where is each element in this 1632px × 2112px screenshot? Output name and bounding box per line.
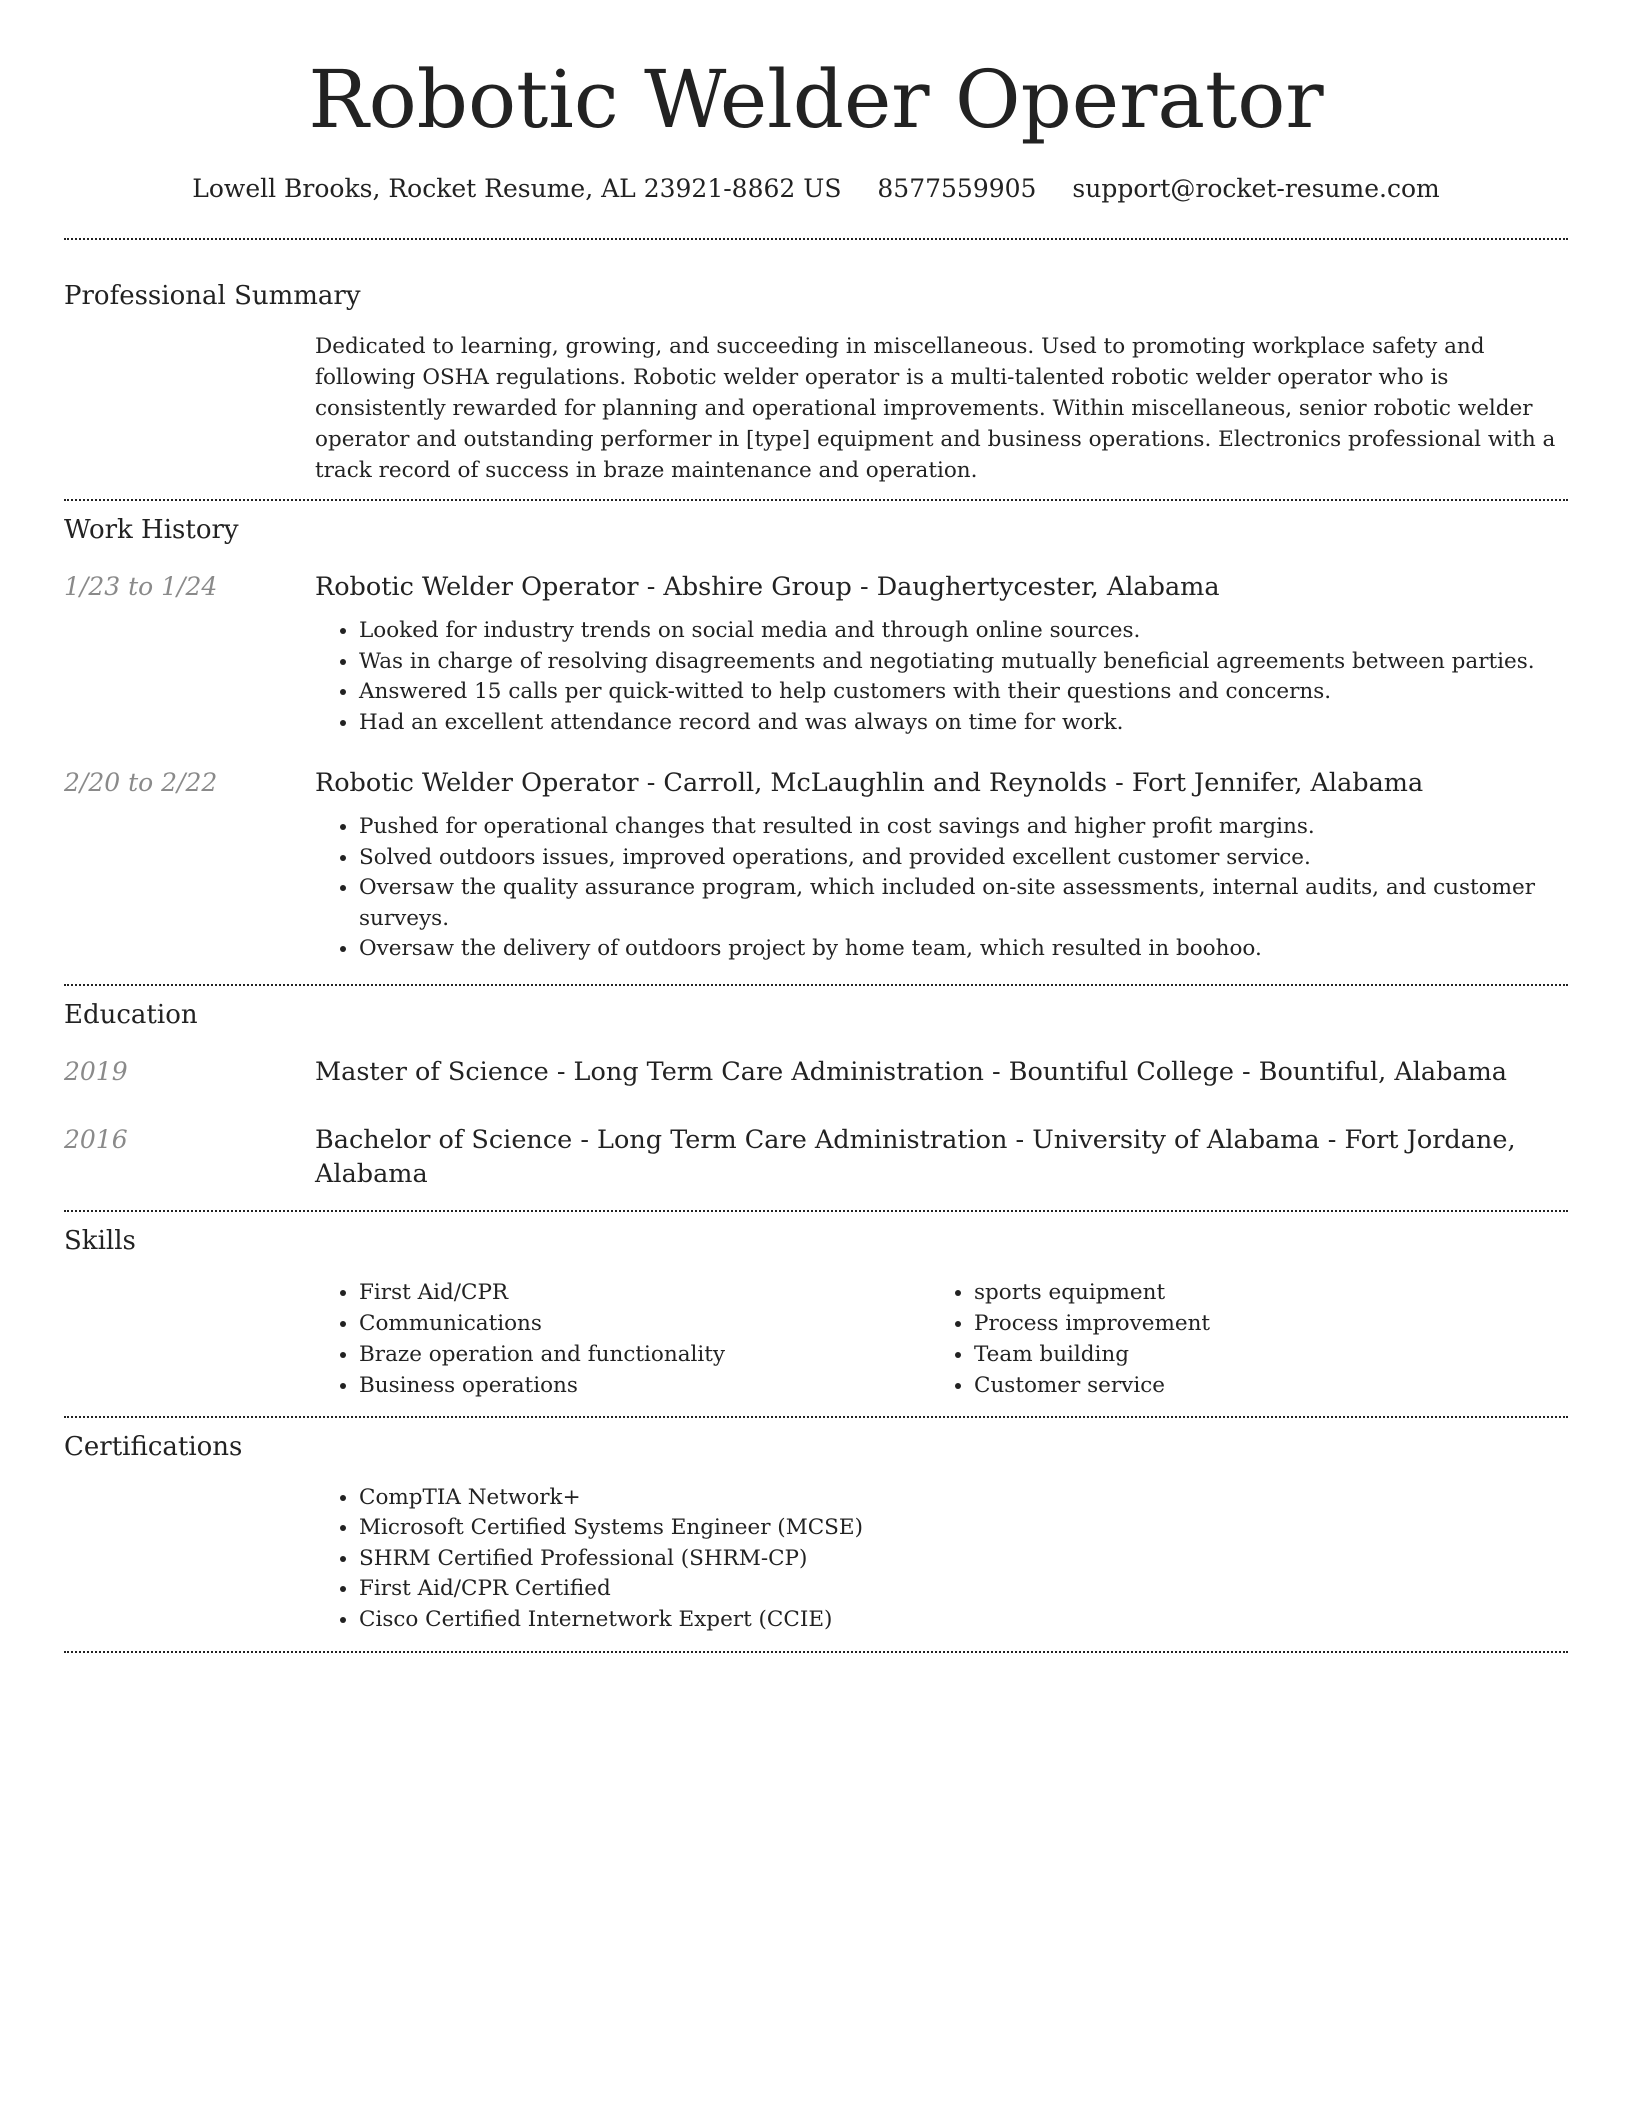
- certifications-list: [315, 1483, 1568, 1636]
- education-school-location: - Bountiful College - Bountiful, Alabama: [983, 1056, 1508, 1087]
- list-item: • Microsoft Certified Systems Engineer (MCSE): [359, 1513, 1568, 1544]
- list-item: • Looked for industry trends on social media and through online sources.: [359, 616, 1568, 647]
- resume-name-title: Robotic Welder Operator: [308, 53, 1324, 146]
- job-dates: 1/23 to 1/24: [64, 572, 218, 601]
- list-item: • Oversaw the delivery of outdoors project by home team, which resulted in boohoo.: [359, 934, 1568, 965]
- list-item: • Pushed for operational changes that resulted in cost savings and higher profit margins.: [359, 812, 1568, 843]
- list-item: • Was in charge of resolving disagreements and negotiating mutually beneficial agreements between parties.: [359, 647, 1568, 678]
- certifications-row: [64, 1483, 1568, 1636]
- skills-list-left: [315, 1277, 930, 1401]
- skills-row: [64, 1277, 1568, 1401]
- list-item: • Had an excellent attendance record and was always on time for work.: [359, 708, 1568, 739]
- list-item: • First Aid/CPR: [359, 1277, 930, 1308]
- job-entry: [64, 766, 1568, 965]
- list-item: • Braze operation and functionality: [359, 1339, 930, 1370]
- skills-section: [64, 1212, 1568, 1401]
- education-entry: [64, 1055, 1568, 1089]
- contact-line: [64, 172, 1568, 206]
- job-company-location: - Carroll, McLaughlin and Reynolds - Fort Jennifer, Alabama: [638, 768, 1424, 798]
- job-bullets: [315, 812, 1568, 965]
- list-item: • Communications: [359, 1308, 930, 1339]
- section-title-certifications: Certifications: [64, 1431, 243, 1462]
- list-item: • sports equipment: [974, 1277, 1545, 1308]
- list-item: • Solved outdoors issues, improved operations, and provided excellent customer service.: [359, 843, 1568, 874]
- summary-section: [64, 240, 1568, 486]
- certifications-section: [64, 1418, 1568, 1636]
- work-section: [64, 501, 1568, 965]
- education-degree: Master of Science - Long Term Care Administration: [315, 1056, 984, 1087]
- education-title: [315, 1055, 1568, 1089]
- contact-email: support@rocket-resume.com: [1072, 174, 1440, 203]
- certifications-content: [315, 1483, 1568, 1636]
- education-entry: [64, 1123, 1568, 1191]
- skills-grid: [315, 1277, 1568, 1401]
- education-year: 2019: [64, 1056, 128, 1086]
- job-role: Robotic Welder Operator: [315, 768, 639, 798]
- list-item: • Team building: [974, 1339, 1545, 1370]
- list-item: • First Aid/CPR Certified: [359, 1574, 1568, 1605]
- education-section: [64, 986, 1568, 1191]
- job-content: [315, 570, 1568, 738]
- education-title: [315, 1123, 1568, 1191]
- summary-text: Dedicated to learning, growing, and succeeding in miscellaneous. Used to promoting workplace safety and following OSHA regulations. Robotic welder operator is a multi-talented robotic welder operator who is consistently rewarded for planning and operational improvements. Within miscellaneous, senior robotic welder operator and outstanding performer in [type] equipment and business operations. Electronics professional with a track record of success in braze maintenance and operation.: [315, 334, 1556, 483]
- list-item: • Oversaw the quality assurance program, which included on-site assessments, internal audits, and customer surveys.: [359, 873, 1568, 934]
- resume-page: [64, 0, 1568, 1653]
- job-company-location: - Abshire Group - Daughertycester, Alabama: [638, 572, 1220, 602]
- job-bullets: [315, 616, 1568, 738]
- education-degree: Bachelor of Science - Long Term Care Administration: [315, 1124, 1008, 1155]
- education-school-location: - University of Alabama - Fort Jordane, Alabama: [315, 1124, 1516, 1189]
- list-item: • Answered 15 calls per quick-witted to help customers with their questions and concerns.: [359, 677, 1568, 708]
- list-item: • Cisco Certified Internetwork Expert (CCIE): [359, 1605, 1568, 1636]
- contact-phone: 8577559905: [877, 174, 1037, 203]
- education-year: 2016: [64, 1124, 128, 1154]
- job-entry: [64, 570, 1568, 738]
- list-item: • Process improvement: [974, 1308, 1545, 1339]
- skills-list-right: [930, 1277, 1545, 1401]
- list-item: • SHRM Certified Professional (SHRM-CP): [359, 1544, 1568, 1575]
- list-item: • CompTIA Network+: [359, 1483, 1568, 1514]
- section-title-summary: Professional Summary: [64, 281, 361, 311]
- section-title-work: Work History: [64, 515, 239, 545]
- divider: [64, 1651, 1568, 1653]
- job-content: [315, 766, 1568, 965]
- job-role: Robotic Welder Operator: [315, 572, 639, 602]
- job-title: [315, 570, 1568, 604]
- job-dates: 2/20 to 2/22: [64, 768, 218, 797]
- job-title: [315, 766, 1568, 800]
- section-title-education: Education: [64, 999, 198, 1030]
- contact-address: Lowell Brooks, Rocket Resume, AL 23921-8862 US: [192, 174, 842, 203]
- section-title-skills: Skills: [64, 1225, 136, 1256]
- summary-row: [64, 331, 1568, 486]
- list-item: • Customer service: [974, 1370, 1545, 1401]
- list-item: • Business operations: [359, 1370, 930, 1401]
